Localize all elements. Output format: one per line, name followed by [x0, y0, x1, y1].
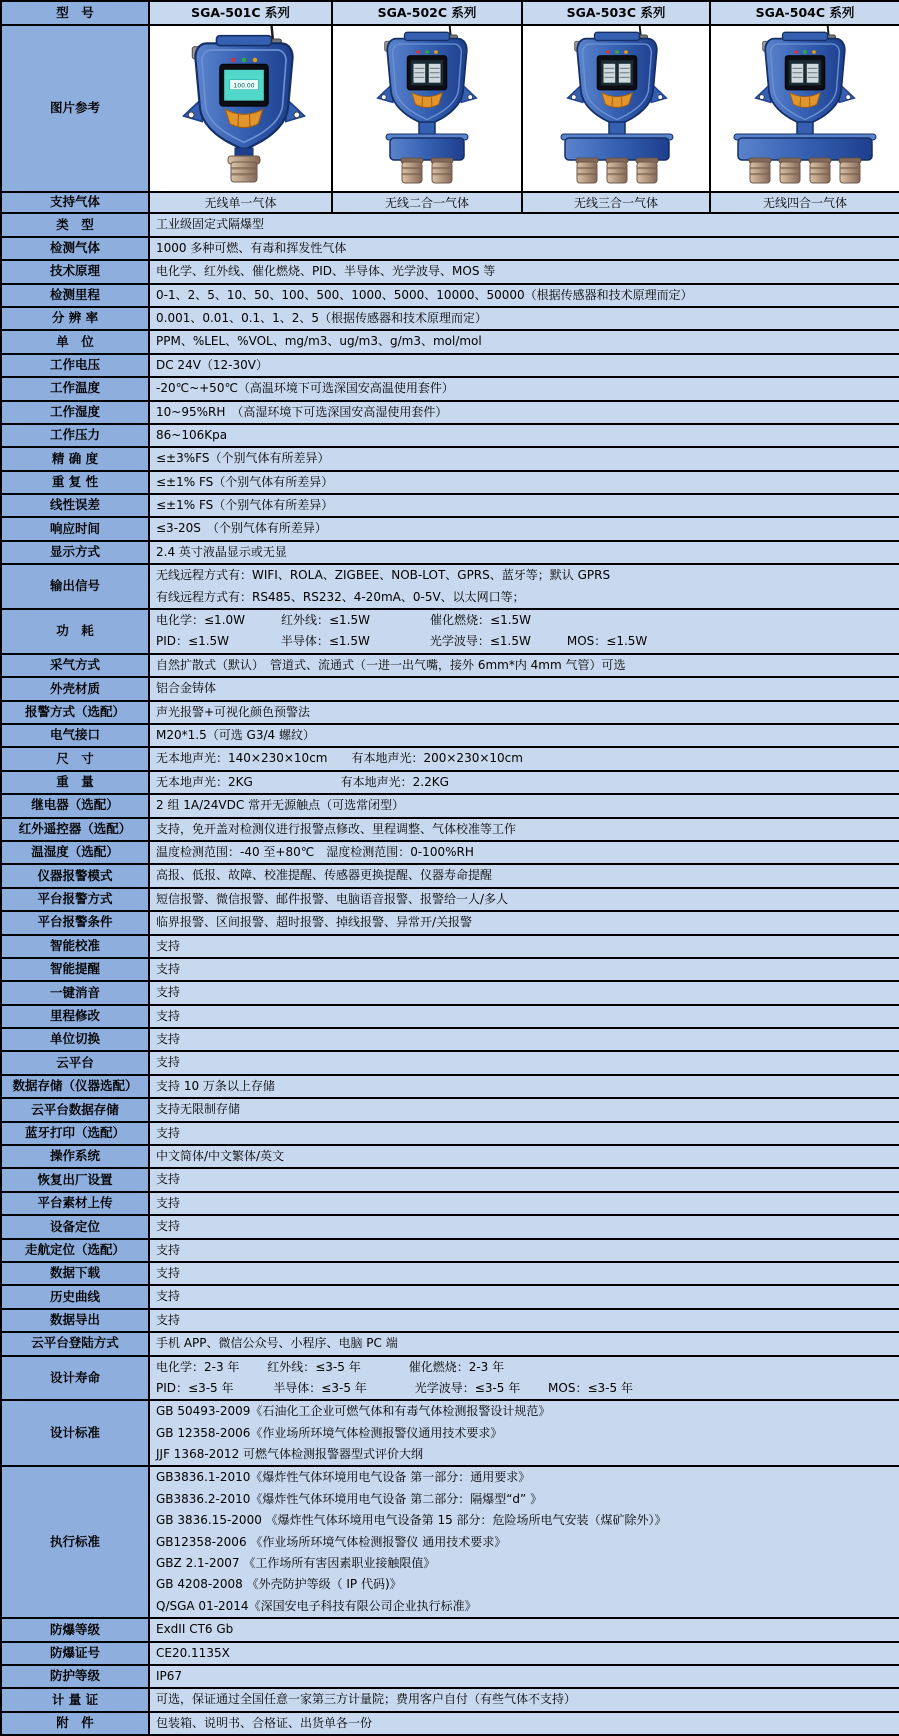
spec-row-19 — [1, 677, 899, 700]
gas-detector-image-1-sensor — [150, 26, 332, 186]
spec-row-label-41: 平台素材上传 — [1, 1192, 149, 1215]
spec-row-value-18: 自然扩散式（默认） 管道式、流通式（一进一出气嘴，接外 6mm*内 4mm 气管）可选 — [149, 654, 899, 677]
spec-row-1 — [1, 213, 899, 236]
spec-row-value-3: 电化学、红外线、催化燃烧、PID、半导体、光学波导、MOS 等 — [149, 260, 899, 283]
spec-row-value-4: 0-1、2、5、10、50、100、500、1000、5000、10000、50000（根据传感器和技术原理而定） — [149, 284, 899, 307]
spec-row-label-19: 外壳材质 — [1, 677, 149, 700]
spec-row-label-31: 智能提醒 — [1, 958, 149, 981]
spec-row-value-8: -20℃~+50℃（高温环境下可选深国安高温使用套件） — [149, 377, 899, 400]
spec-row-value-36: 支持 10 万条以上存储 — [149, 1075, 899, 1098]
spec-row-label-13: 线性误差 — [1, 494, 149, 517]
spec-row-label-14: 响应时间 — [1, 517, 149, 540]
spec-row-label-11: 精 确 度 — [1, 447, 149, 470]
spec-row-label-18: 采气方式 — [1, 654, 149, 677]
spec-row-label-2: 检测气体 — [1, 237, 149, 260]
spec-row-label-5: 分 辨 率 — [1, 307, 149, 330]
spec-row-label-15: 显示方式 — [1, 541, 149, 564]
device-image-cell-sga-504c — [710, 25, 899, 192]
spec-row-13 — [1, 494, 899, 517]
spec-row-value-20: 声光报警+可视化颜色预警法 — [149, 701, 899, 724]
spec-row-34 — [1, 1028, 899, 1051]
spec-row-label-47: 云平台登陆方式 — [1, 1332, 149, 1355]
spec-row-value-51: ExdII CT6 Gb — [149, 1618, 899, 1641]
spec-row-value-34: 支持 — [149, 1028, 899, 1051]
model-header-sga-501c: SGA-501C 系列 — [149, 1, 332, 25]
spec-row-value-15: 2.4 英寸液晶显示或无显 — [149, 541, 899, 564]
spec-row-55 — [1, 1712, 899, 1735]
spec-row-label-43: 走航定位（选配） — [1, 1239, 149, 1262]
spec-row-label-36: 数据存储（仪器选配） — [1, 1075, 149, 1098]
spec-row-51 — [1, 1618, 899, 1641]
image-row — [1, 25, 899, 192]
spec-row-label-44: 数据下载 — [1, 1262, 149, 1285]
spec-row-value-22: 无本地声光：140×230×10cm 有本地声光：200×230×10cm — [149, 747, 899, 770]
spec-row-31 — [1, 958, 899, 981]
svg-text:100.00: 100.00 — [233, 82, 254, 89]
spec-row-5 — [1, 307, 899, 330]
spec-row-value-24: 2 组 1A/24VDC 常开无源触点（可选常闭型） — [149, 794, 899, 817]
spec-row-value-27: 高报、低报、故障、校准提醒、传感器更换提醒、仪器寿命提醒 — [149, 864, 899, 887]
spec-row-value-23: 无本地声光：2KG 有本地声光：2.2KG — [149, 771, 899, 794]
spec-row-value-1: 工业级固定式隔爆型 — [149, 213, 899, 236]
spec-row-cell-0-0: 无线单一气体 — [149, 192, 332, 213]
spec-row-label-39: 操作系统 — [1, 1145, 149, 1168]
spec-row-52 — [1, 1642, 899, 1665]
spec-row-label-0: 支持气体 — [1, 192, 149, 213]
spec-row-value-40: 支持 — [149, 1168, 899, 1191]
spec-row-value-32: 支持 — [149, 981, 899, 1004]
spec-row-45 — [1, 1285, 899, 1308]
spec-row-value-54: 可选，保证通过全国任意一家第三方计量院；费用客户自付（有些气体不支持） — [149, 1688, 899, 1711]
spec-row-value-28: 短信报警、微信报警、邮件报警、电脑语音报警、报警给一人/多人 — [149, 888, 899, 911]
spec-row-53 — [1, 1665, 899, 1688]
spec-row-value-25: 支持，免开盖对检测仪进行报警点修改、里程调整、气体校准等工作 — [149, 818, 899, 841]
spec-row-value-17: 电化学：≤1.0W 红外线：≤1.5W 催化燃烧：≤1.5W PID：≤1.5W 半导体：≤1.5W 光学波导：≤1.5W MOS：≤1.5W — [149, 609, 899, 654]
spec-row-value-19: 铝合金铸体 — [149, 677, 899, 700]
spec-row-17 — [1, 609, 899, 654]
model-header-sga-502c: SGA-502C 系列 — [332, 1, 522, 25]
spec-row-value-10: 86~106Kpa — [149, 424, 899, 447]
spec-row-33 — [1, 1005, 899, 1028]
spec-row-9 — [1, 401, 899, 424]
spec-row-label-34: 单位切换 — [1, 1028, 149, 1051]
spec-row-value-52: CE20.1135X — [149, 1642, 899, 1665]
spec-row-value-30: 支持 — [149, 935, 899, 958]
spec-row-8 — [1, 377, 899, 400]
spec-row-value-35: 支持 — [149, 1051, 899, 1074]
spec-row-label-35: 云平台 — [1, 1051, 149, 1074]
spec-row-48 — [1, 1356, 899, 1401]
spec-row-15 — [1, 541, 899, 564]
spec-row-44 — [1, 1262, 899, 1285]
spec-row-7 — [1, 354, 899, 377]
spec-row-label-6: 单 位 — [1, 330, 149, 353]
spec-row-4 — [1, 284, 899, 307]
spec-row-3 — [1, 260, 899, 283]
spec-row-label-27: 仪器报警模式 — [1, 864, 149, 887]
spec-row-label-45: 历史曲线 — [1, 1285, 149, 1308]
spec-row-label-25: 红外遥控器（选配） — [1, 818, 149, 841]
spec-row-label-1: 类 型 — [1, 213, 149, 236]
spec-row-value-53: IP67 — [149, 1665, 899, 1688]
spec-row-14 — [1, 517, 899, 540]
spec-row-label-4: 检测里程 — [1, 284, 149, 307]
spec-row-value-29: 临界报警、区间报警、超时报警、掉线报警、异常开/关报警 — [149, 911, 899, 934]
spec-row-label-33: 里程修改 — [1, 1005, 149, 1028]
spec-row-label-32: 一键消音 — [1, 981, 149, 1004]
spec-row-21 — [1, 724, 899, 747]
spec-row-value-33: 支持 — [149, 1005, 899, 1028]
image-row-label: 图片参考 — [1, 25, 149, 192]
spec-row-35 — [1, 1051, 899, 1074]
model-header-sga-504c: SGA-504C 系列 — [710, 1, 899, 25]
spec-row-label-40: 恢复出厂设置 — [1, 1168, 149, 1191]
spec-row-37 — [1, 1098, 899, 1121]
spec-row-value-42: 支持 — [149, 1215, 899, 1238]
spec-row-11 — [1, 447, 899, 470]
spec-row-value-16: 无线远程方式有：WIFI、ROLA、ZIGBEE、NOB-LOT、GPRS、蓝牙等；默认 GPRS 有线远程方式有：RS485、RS232、4-20mA、0-5V、以太网口等； — [149, 564, 899, 609]
spec-row-label-42: 设备定位 — [1, 1215, 149, 1238]
model-header-label: 型 号 — [1, 1, 149, 25]
gas-detector-image-3-sensor — [523, 26, 710, 186]
spec-row-label-30: 智能校准 — [1, 935, 149, 958]
spec-row-value-6: PPM、%LEL、%VOL、mg/m3、ug/m3、g/m3、mol/mol — [149, 330, 899, 353]
spec-row-30 — [1, 935, 899, 958]
spec-row-value-47: 手机 APP、微信公众号、小程序、电脑 PC 端 — [149, 1332, 899, 1355]
spec-row-label-21: 电气接口 — [1, 724, 149, 747]
device-image-cell-sga-501c — [149, 25, 332, 192]
spec-row-value-48: 电化学：2-3 年 红外线：≤3-5 年 催化燃烧：2-3 年 PID：≤3-5 年 半导体：≤3-5 年 光学波导：≤3-5 年 MOS：≤3-5 年 — [149, 1356, 899, 1401]
spec-row-24 — [1, 794, 899, 817]
spec-row-label-28: 平台报警方式 — [1, 888, 149, 911]
spec-row-22 — [1, 747, 899, 770]
spec-row-label-51: 防爆等级 — [1, 1618, 149, 1641]
spec-row-25 — [1, 818, 899, 841]
spec-row-label-17: 功 耗 — [1, 609, 149, 654]
spec-row-value-7: DC 24V（12-30V） — [149, 354, 899, 377]
device-image-cell-sga-503c — [522, 25, 710, 192]
spec-row-label-16: 输出信号 — [1, 564, 149, 609]
spec-row-label-49: 设计标准 — [1, 1400, 149, 1466]
spec-row-value-12: ≤±1% FS（个别气体有所差异） — [149, 471, 899, 494]
spec-row-value-55: 包装箱、说明书、合格证、出货单各一份 — [149, 1712, 899, 1735]
spec-row-46 — [1, 1309, 899, 1332]
spec-row-cell-0-2: 无线三合一气体 — [522, 192, 710, 213]
gas-detector-image-4-sensor — [711, 26, 899, 186]
spec-row-label-7: 工作电压 — [1, 354, 149, 377]
spec-row-cell-0-1: 无线二合一气体 — [332, 192, 522, 213]
spec-row-47 — [1, 1332, 899, 1355]
spec-row-label-8: 工作温度 — [1, 377, 149, 400]
spec-row-27 — [1, 864, 899, 887]
spec-row-value-38: 支持 — [149, 1122, 899, 1145]
spec-row-label-53: 防护等级 — [1, 1665, 149, 1688]
spec-row-36 — [1, 1075, 899, 1098]
spec-row-26 — [1, 841, 899, 864]
spec-row-label-48: 设计寿命 — [1, 1356, 149, 1401]
spec-row-value-41: 支持 — [149, 1192, 899, 1215]
spec-row-0 — [1, 192, 899, 213]
spec-row-label-50: 执行标准 — [1, 1466, 149, 1618]
spec-row-20 — [1, 701, 899, 724]
spec-row-label-46: 数据导出 — [1, 1309, 149, 1332]
spec-row-label-24: 继电器（选配） — [1, 794, 149, 817]
spec-row-value-14: ≤3-20S （个别气体有所差异） — [149, 517, 899, 540]
spec-row-39 — [1, 1145, 899, 1168]
spec-row-43 — [1, 1239, 899, 1262]
spec-row-label-23: 重 量 — [1, 771, 149, 794]
spec-row-label-52: 防爆证号 — [1, 1642, 149, 1665]
spec-row-value-31: 支持 — [149, 958, 899, 981]
model-header-sga-503c: SGA-503C 系列 — [522, 1, 710, 25]
spec-row-32 — [1, 981, 899, 1004]
spec-row-label-22: 尺 寸 — [1, 747, 149, 770]
spec-row-label-12: 重 复 性 — [1, 471, 149, 494]
spec-row-54 — [1, 1688, 899, 1711]
spec-row-16 — [1, 564, 899, 609]
spec-row-23 — [1, 771, 899, 794]
spec-row-label-3: 技术原理 — [1, 260, 149, 283]
spec-row-value-5: 0.001、0.01、0.1、1、2、5（根据传感器和技术原理而定） — [149, 307, 899, 330]
spec-row-value-46: 支持 — [149, 1309, 899, 1332]
spec-row-41 — [1, 1192, 899, 1215]
spec-row-29 — [1, 911, 899, 934]
spec-row-label-26: 温湿度（选配） — [1, 841, 149, 864]
spec-row-10 — [1, 424, 899, 447]
spec-row-label-38: 蓝牙打印（选配） — [1, 1122, 149, 1145]
spec-row-label-55: 附 件 — [1, 1712, 149, 1735]
spec-row-38 — [1, 1122, 899, 1145]
spec-row-value-50: GB3836.1-2010《爆炸性气体环境用电气设备 第一部分：通用要求》 GB3836.2-2010《爆炸性气体环境用电气设备 第二部分：隔爆型“d” 》 GB 3836.15-2000 《爆炸性气体环境用电气设备第 15 部分：危险场所电气安装（煤矿除外）》 GB12358-2006 《作业场所环境气体检测报警仪 通用技术要求》 GBZ 2.1-2007 《工作场所有害因素职业接触限值》 GB 4208-2008 《外壳防护等级（ IP 代码)》 Q/SGA 01-2014《深国安电子科技有限公司企业执行标准》 — [149, 1466, 899, 1618]
spec-row-value-2: 1000 多种可燃、有毒和挥发性气体 — [149, 237, 899, 260]
spec-row-value-11: ≤±3%FS（个别气体有所差异） — [149, 447, 899, 470]
spec-row-label-54: 计 量 证 — [1, 1688, 149, 1711]
spec-row-40 — [1, 1168, 899, 1191]
spec-row-label-29: 平台报警条件 — [1, 911, 149, 934]
spec-row-label-10: 工作压力 — [1, 424, 149, 447]
spec-row-18 — [1, 654, 899, 677]
spec-row-label-20: 报警方式（选配） — [1, 701, 149, 724]
spec-row-label-37: 云平台数据存储 — [1, 1098, 149, 1121]
spec-row-28 — [1, 888, 899, 911]
spec-row-cell-0-3: 无线四合一气体 — [710, 192, 899, 213]
spec-row-value-13: ≤±1% FS（个别气体有所差异） — [149, 494, 899, 517]
spec-row-value-43: 支持 — [149, 1239, 899, 1262]
spec-row-value-37: 支持无限制存储 — [149, 1098, 899, 1121]
spec-row-value-45: 支持 — [149, 1285, 899, 1308]
spec-row-label-9: 工作湿度 — [1, 401, 149, 424]
model-header-row — [1, 1, 899, 25]
spec-row-50 — [1, 1466, 899, 1618]
spec-row-2 — [1, 237, 899, 260]
spec-row-value-21: M20*1.5（可选 G3/4 螺纹） — [149, 724, 899, 747]
spec-row-value-26: 温度检测范围：-40 至+80℃ 湿度检测范围：0-100%RH — [149, 841, 899, 864]
spec-row-value-39: 中文简体/中文繁体/英文 — [149, 1145, 899, 1168]
spec-row-49 — [1, 1400, 899, 1466]
spec-row-12 — [1, 471, 899, 494]
spec-row-value-49: GB 50493-2009《石油化工企业可燃气体和有毒气体检测报警设计规范》 GB 12358-2006《作业场所环境气体检测报警仪通用技术要求》 JJF 1368-2012 可燃气体检测报警器型式评价大纲 — [149, 1400, 899, 1466]
gas-detector-image-2-sensor — [333, 26, 521, 186]
spec-row-6 — [1, 330, 899, 353]
spec-row-value-9: 10~95%RH （高湿环境下可选深国安高湿使用套件） — [149, 401, 899, 424]
device-image-cell-sga-502c — [332, 25, 522, 192]
spec-row-42 — [1, 1215, 899, 1238]
spec-row-value-44: 支持 — [149, 1262, 899, 1285]
